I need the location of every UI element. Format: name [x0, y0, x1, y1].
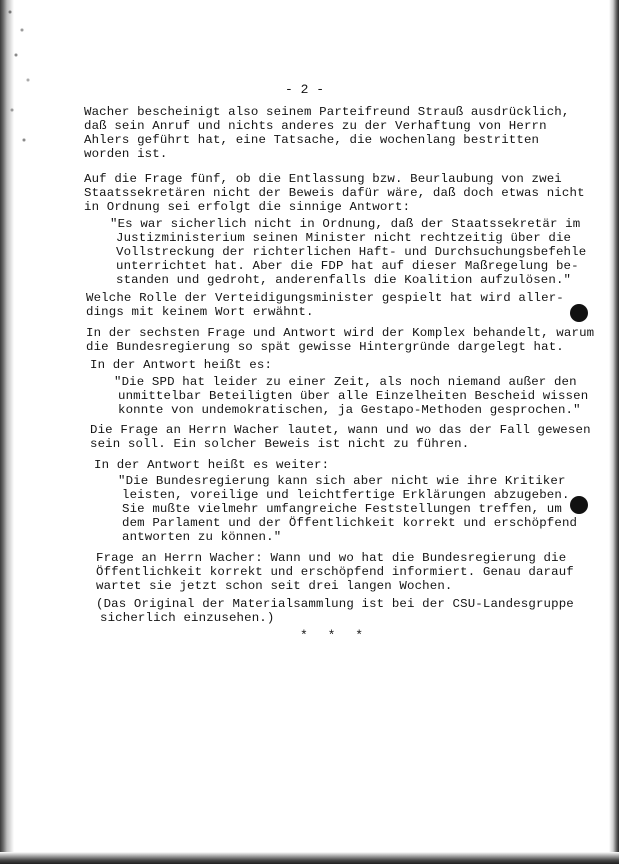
- text-line: dings mit keinem Wort erwähnt.: [86, 305, 314, 319]
- text-line: Frage an Herrn Wacher: Wann und wo hat die Bundesregierung die: [96, 551, 567, 565]
- quote-line: "Die Bundesregierung kann sich aber nicht wie ihre Kritiker: [118, 474, 566, 488]
- quote-line: unmittelbar Beteiligten über alle Einzelheiten Bescheid wissen: [118, 389, 589, 403]
- text-line: Welche Rolle der Verteidigungsminister gespielt hat wird aller-: [86, 291, 564, 305]
- quote-line: Sie mußte vielmehr umfangreiche Feststellungen treffen, um: [122, 502, 562, 516]
- text-line: Die Frage an Herrn Wacher lautet, wann und wo das der Fall gewesen: [90, 423, 591, 437]
- scan-speckle: [2, 0, 42, 160]
- punch-hole: [570, 496, 588, 514]
- quote-line: unterrichtet hat. Aber die FDP hat auf dieser Maßregelung be-: [116, 259, 579, 273]
- punch-hole: [570, 304, 588, 322]
- quote-line: Justizministerium seinen Minister nicht rechtzeitig über die: [116, 231, 572, 245]
- page-number: - 2 -: [285, 82, 325, 97]
- quote-line: "Es war sicherlich nicht in Ordnung, daß der Staatssekretär im: [110, 217, 581, 231]
- text-line: wartet sie jetzt schon seit drei langen Wochen.: [96, 579, 453, 593]
- text-line: Öffentlichkeit korrekt und erschöpfend informiert. Genau darauf: [96, 565, 574, 579]
- text-line: In der Antwort heißt es:: [90, 358, 273, 372]
- text-line: Auf die Frage fünf, ob die Entlassung bzw. Beurlaubung von zwei: [84, 172, 562, 186]
- quote-line: leisten, voreilige und leichtfertige Erklärungen abzugeben.: [122, 488, 570, 502]
- quote-line: Vollstreckung der richterlichen Haft- und Durchsuchungsbefehle: [116, 245, 587, 259]
- text-line: in Ordnung sei erfolgt die sinnige Antwort:: [84, 200, 411, 214]
- quote-line: antworten zu können.": [122, 530, 282, 544]
- quote-line: "Die SPD hat leider zu einer Zeit, als noch niemand außer den: [114, 375, 577, 389]
- scan-edge-bottom: [0, 852, 619, 864]
- text-line: sicherlich einzusehen.): [100, 611, 275, 625]
- text-line: Wacher bescheinigt also seinem Parteifreund Strauß ausdrücklich,: [84, 105, 570, 119]
- text-line: sein soll. Ein solcher Beweis ist nicht zu führen.: [90, 437, 470, 451]
- text-line: Ahlers geführt hat, eine Tatsache, die wochenlang bestritten: [84, 133, 540, 147]
- text-line: (Das Original der Materialsammlung ist bei der CSU-Landesgruppe: [96, 597, 574, 611]
- quote-line: standen und gedroht, anderenfalls die Koalition aufzulösen.": [116, 273, 572, 287]
- text-line: worden ist.: [84, 147, 168, 161]
- text-line: daß sein Anruf und nichts anderes zu der Verhaftung von Herrn: [84, 119, 547, 133]
- text-line: In der sechsten Frage und Antwort wird der Komplex behandelt, warum: [86, 326, 595, 340]
- quote-line: dem Parlament und der Öffentlichkeit korrekt und erschöpfend: [122, 516, 578, 530]
- section-separator: * * *: [300, 628, 370, 643]
- text-line: In der Antwort heißt es weiter:: [94, 458, 330, 472]
- scan-edge-right: [609, 0, 619, 864]
- text-line: Staatssekretären nicht der Beweis dafür wäre, daß doch etwas nicht: [84, 186, 585, 200]
- text-line: die Bundesregierung so spät gewisse Hintergründe dargelegt hat.: [86, 340, 564, 354]
- quote-line: konnte von undemokratischen, ja Gestapo-Methoden gesprochen.": [118, 403, 581, 417]
